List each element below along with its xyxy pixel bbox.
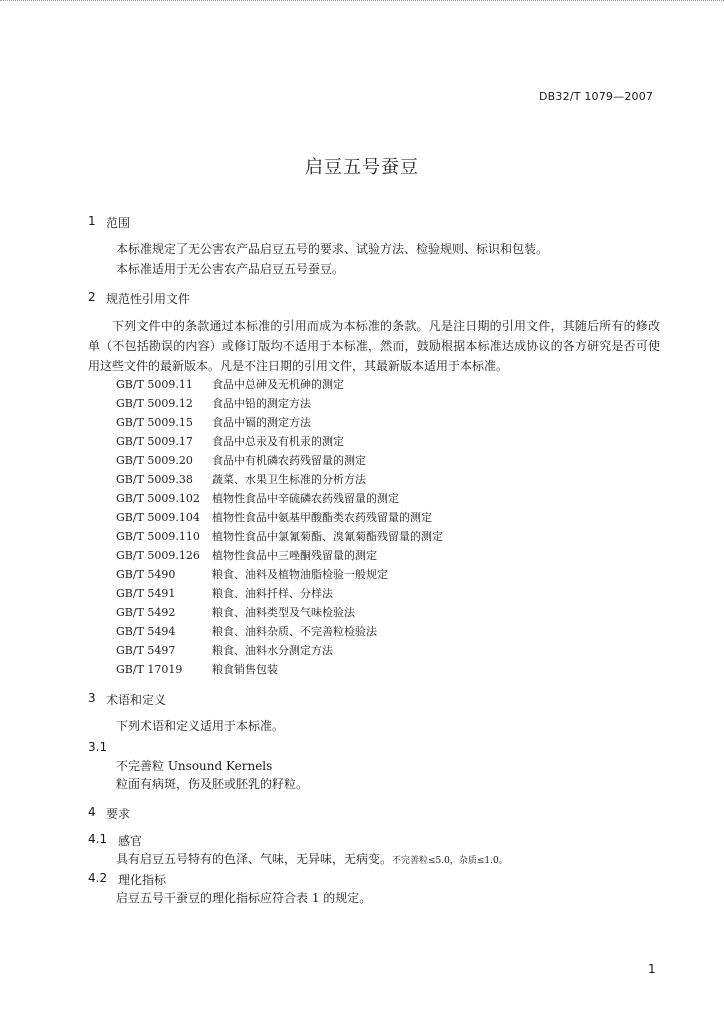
section-title: 术语和定义 [106,693,167,707]
sensory-limits: 不完善粒≤5.0，杂质≤1.0。 [392,856,508,866]
section-2-intro: 下列文件中的条款通过本标准的引用而成为本标准的条款。凡是注日期的引用文件，其随后所有的修改单（不包括勘误的内容）或修订版均不适用于本标准，然而，鼓励根据本标准达成协议的各方研究是否可使用这些文件的最新版本。凡是不注日期的引用文件，其最新版本适用于本标准。 [88,319,660,373]
sensory-requirement: 具有启豆五号特有的色泽、气味，无异味，无病变。不完善粒≤5.0，杂质≤1.0。 [116,852,508,866]
reference-item: GB/T 5009.11 食品中总砷及无机砷的测定 [116,378,344,391]
reference-item: GB/T 5009.110 植物性食品中氯氰菊酯、溴氰菊酯残留量的测定 [116,530,443,543]
section-3-intro: 下列术语和定义适用于本标准。 [116,719,285,733]
term-name: 不完善粒 Unsound Kernels [116,759,273,773]
standard-code: DB32/T 1079—2007 [539,90,654,103]
section-title: 规范性引用文件 [106,292,191,306]
document-title: 启豆五号蚕豆 [305,157,419,178]
section-number: 2 [88,290,96,304]
reference-item: GB/T 5009.20 食品中有机磷农药残留量的测定 [116,454,366,467]
reference-item: GB/T 5009.17 食品中总汞及有机汞的测定 [116,435,344,448]
section-1-paragraph-1: 本标准规定了无公害农产品启豆五号的要求、试验方法、检验规则、标识和包装。 [116,242,549,256]
reference-item: GB/T 5491 粮食、油料扦样、分样法 [116,587,333,600]
reference-item: GB/T 17019 粮食销售包装 [116,663,278,676]
reference-item: GB/T 5009.38 蔬菜、水果卫生标准的分析方法 [116,473,366,486]
term-definition: 粒面有病斑，伤及胚或胚乳的籽粒。 [116,777,309,791]
section-number: 1 [88,214,96,228]
reference-item: GB/T 5009.104 植物性食品中氨基甲酸酯类农药残留量的测定 [116,511,432,524]
reference-item: GB/T 5009.15 食品中镉的测定方法 [116,416,311,429]
section-number: 3 [88,691,96,705]
reference-item: GB/T 5009.102 植物性食品中辛硫磷农药残留量的测定 [116,492,399,505]
reference-item: GB/T 5009.12 食品中铅的测定方法 [116,397,311,410]
scan-top-edge [0,0,724,4]
section-title: 要求 [106,807,131,821]
reference-item: GB/T 5494 粮食、油料杂质、不完善粒检验法 [116,625,377,638]
reference-item: GB/T 5009.126 植物性食品中三唑酮残留量的测定 [116,549,377,562]
physicochemical-requirement: 启豆五号干蚕豆的理化指标应符合表 1 的规定。 [116,891,372,905]
reference-item: GB/T 5497 粮食、油料水分测定方法 [116,644,333,657]
section-number: 4 [88,805,96,819]
section-1-paragraph-2: 本标准适用于无公害农产品启豆五号蚕豆。 [116,262,345,276]
page-number: 1 [648,962,656,976]
reference-item: GB/T 5490 粮食、油料及植物油脂检验一般规定 [116,568,388,581]
reference-item: GB/T 5492 粮食、油料类型及气味检验法 [116,606,355,619]
document-page: DB32/T 1079—2007 启豆五号蚕豆 1 范围 本标准规定了无公害农产品启豆五号的要求、试验方法、检验规则、标识和包装。 本标准适用于无公害农产品启豆五号蚕豆。 2 规范性引用文件 下列文件中的条款通过本标准的引用而成为本标准的条款。凡是注日期的引用文件，其随后所有的修改单（不包括勘误的内容）或修订版均不适用于本标准，然而，鼓励根据本标准达成协议的各方研究是否可使用这些文件的最新版本。凡是不注日期的引用文件，其最新版本适用于本标准。 GB/T 5009.11 食品中总砷及无机砷的测定 GB/T 5009.12 食品中铅的测定方法 GB/T 5009.15 食品中镉的测定方法 GB/T 5009.17 食品中总汞及有机汞的测定 GB/T 5009.20 食品中有机磷农药残留量的测定 GB/T 5009.38 蔬菜、水果卫生标准的分析方法 GB/T 5009.102 植物性食品中辛硫磷农药残留量的测定 GB/T 5009.104 植物性食品中氨基甲酸酯类农药残留量的测定 GB/T 5009.110 植物性食品中氯氰菊酯、溴氰菊酯残留量的测定 GB/T 5009.126 植物性食品中三唑酮残留量的测定 GB/T 5490 粮食、油料及植物油脂检验一般规定 GB/T 5491 粮食、油料扦样、分样法 GB/T 5492 粮食、油料类型及气味检验法 GB/T 5494 粮食、油料杂质、不完善粒检验法 GB/T 5497 粮食、油料水分测定方法 GB/T 17019 粮食销售包装 3 术语和定义 下列术语和定义适用于本标准。 3.1 不完善粒 Unsound Kernels 粒面有病斑，伤及胚或胚乳的籽粒。 4 要求 4.1 感官 具有启豆五号特有的色泽、气味，无异味，无病变。不完善粒≤5.0，杂质≤1.0。 4.2 理化指标 启豆五号干蚕豆的理化指标应符合表 1 的规定。 1 [0,0,724,1024]
section-title: 范围 [106,216,131,230]
